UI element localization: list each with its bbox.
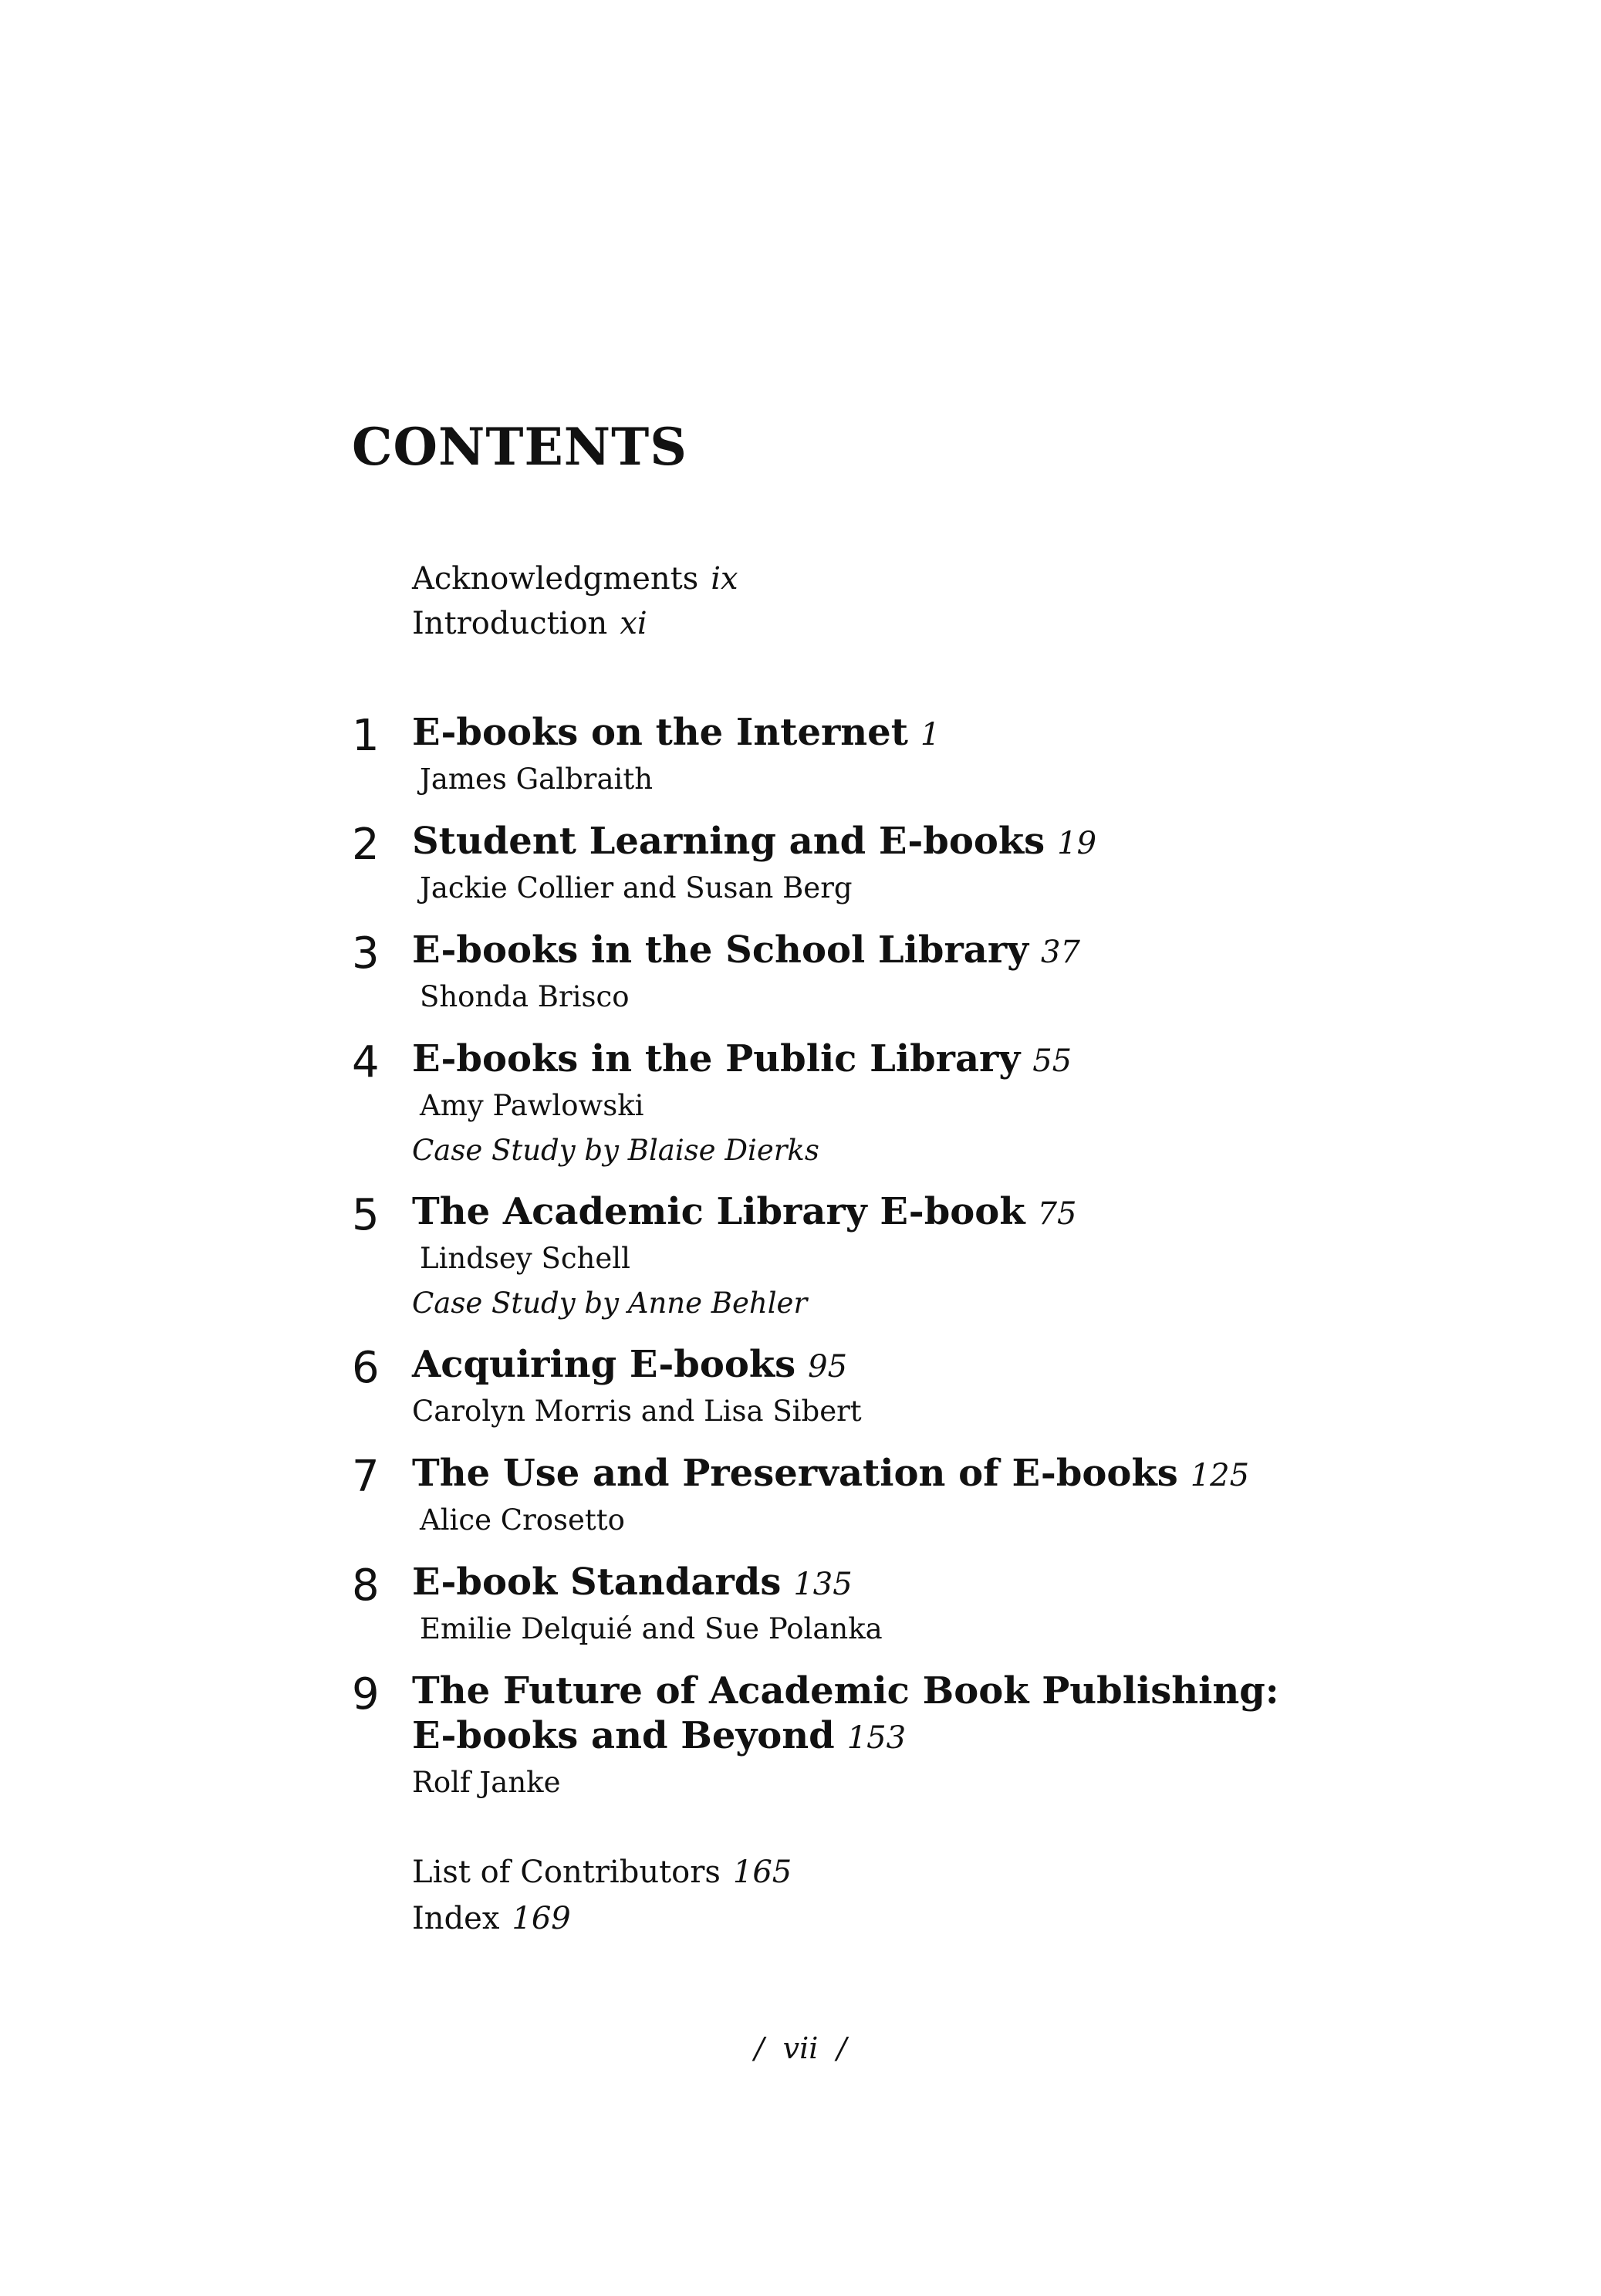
entry-page: 165 [732,1855,792,1890]
chapter-author: Jackie Collier and Susan Berg [420,871,853,905]
chapter-number: 1 [352,711,380,761]
entry-label: Index [412,1901,500,1936]
chapter-title-text: E-book Standards [412,1561,782,1604]
page-folio: / vii / [754,2031,847,2065]
chapter-title [412,1036,1278,1084]
chapter-author: Alice Crosetto [420,1503,625,1537]
chapter-entry-1 [352,710,1278,802]
chapter-number: 6 [352,1343,380,1393]
chapter-author: Emilie Delquié and Sue Polanka [420,1612,883,1645]
chapter-title [412,1560,1278,1607]
entry-label: Acknowledgments [412,561,699,597]
chapter-case-study: Case Study by Blaise Dierks [412,1134,819,1167]
chapter-author: James Galbraith [420,763,654,796]
chapter-title [412,1189,1278,1236]
chapter-entry-8 [352,1560,1278,1652]
chapter-number: 4 [352,1037,380,1087]
chapter-page: 95 [808,1349,848,1385]
entry-label: List of Contributors [412,1855,721,1890]
chapter-title-text: E-books on the Internet [412,711,908,754]
chapter-title-text: Acquiring E-books [412,1343,796,1386]
chapter-page: 75 [1037,1196,1077,1232]
chapter-number: 9 [352,1669,380,1719]
chapter-author: Rolf Janke [412,1766,561,1799]
chapter-entry-3 [352,928,1278,1020]
chapter-title-line-1: The Future of Academic Book Publishing: [412,1669,1279,1713]
chapter-title-text: Student Learning and E-books [412,820,1045,863]
chapter-entry-4 [352,1036,1278,1173]
chapter-title [412,928,1278,975]
chapter-number: 5 [352,1190,380,1240]
front-matter-entry-introduction [412,602,647,645]
chapter-title-text: The Academic Library E-book [412,1190,1025,1233]
chapter-title [412,710,1278,757]
chapter-entry-2 [352,819,1278,911]
entry-label: Introduction [412,606,608,641]
chapter-case-study: Case Study by Anne Behler [412,1287,808,1320]
chapter-page: 135 [793,1567,853,1602]
chapter-entry-6 [352,1342,1278,1434]
chapter-number: 3 [352,928,380,979]
chapter-entry-5 [352,1189,1278,1326]
chapter-entry-9 [352,1669,1278,1805]
chapter-title [412,1451,1278,1498]
chapter-title-text: E-books in the Public Library [412,1037,1021,1080]
chapter-page: 1 [920,717,941,752]
chapter-page: 37 [1041,935,1080,970]
chapter-title [412,1342,1278,1389]
chapter-title [412,819,1278,866]
chapter-number: 7 [352,1452,380,1502]
chapter-title-text: E-books and Beyond [412,1714,835,1757]
chapter-title-text: The Use and Preservation of E-books [412,1452,1178,1495]
chapter-number: 2 [352,820,380,870]
entry-page: xi [620,606,647,641]
chapter-number: 8 [352,1561,380,1611]
back-matter-entry-index [412,1897,571,1940]
chapter-author: Lindsey Schell [420,1242,630,1275]
chapter-entry-7 [352,1451,1278,1543]
chapter-author: Carolyn Morris and Lisa Sibert [412,1395,862,1428]
entry-page: ix [711,561,738,597]
entry-page: 169 [512,1901,571,1936]
chapter-page: 55 [1032,1043,1072,1079]
back-matter-entry-contributors [412,1851,792,1894]
chapter-page: 153 [846,1720,907,1756]
chapter-title-line-2 [412,1713,1278,1760]
contents-heading: CONTENTS [352,417,687,477]
chapter-title-text: E-books in the School Library [412,928,1029,972]
chapter-author: Amy Pawlowski [420,1089,644,1122]
chapter-page: 125 [1190,1458,1250,1493]
chapter-page: 19 [1057,826,1097,861]
front-matter-entry-acknowledgments [412,557,738,600]
chapter-author: Shonda Brisco [420,980,630,1013]
